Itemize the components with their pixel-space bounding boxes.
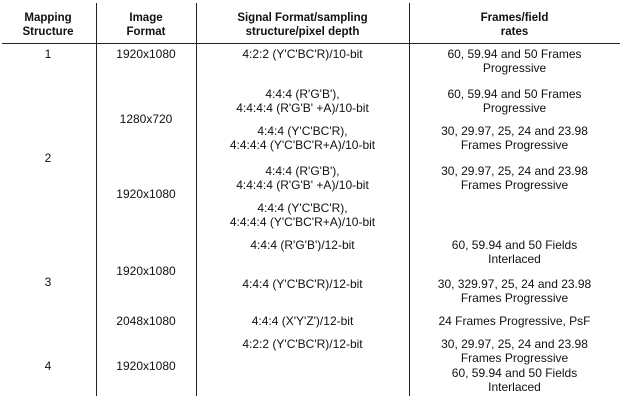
mapping-structure-cell: 3 <box>44 275 52 289</box>
signal-format-cell <box>196 47 409 61</box>
header-line: structure/pixel depth <box>245 26 360 38</box>
header-line: Format <box>126 26 166 38</box>
signal-format-cell <box>196 124 409 152</box>
frame-rate-line: Interlaced <box>488 252 541 266</box>
header-line: Image <box>129 12 163 24</box>
frame-rate-line: Progressive <box>482 61 547 75</box>
header-line: Frames/field <box>480 12 549 24</box>
frame-rate-cell <box>409 87 620 115</box>
frame-rate-line: Frames Progressive <box>460 178 569 192</box>
image-format-cell: 1920x1080 <box>116 264 176 278</box>
frame-rate-cell <box>409 47 620 75</box>
image-format-cell: 1920x1080 <box>116 359 176 373</box>
signal-format-line: 4:2:2 (Y'C'BC'R)/10-bit <box>242 47 363 61</box>
frame-rate-cell <box>409 164 620 192</box>
signal-format-cell <box>196 314 409 328</box>
signal-format-line: 4:4:4 (R'G'B'), <box>265 164 340 178</box>
header-line: Signal Format/sampling <box>237 12 368 24</box>
header-divider <box>2 43 620 44</box>
signal-format-cell <box>196 87 409 115</box>
signal-format-cell <box>196 164 409 192</box>
frame-rate-line: 60, 59.94 and 50 Frames <box>447 87 582 101</box>
signal-format-cell <box>196 238 409 252</box>
mapping-structure-cell: 4 <box>44 359 52 373</box>
frame-rate-cell <box>409 314 620 328</box>
frame-rate-cell <box>409 238 620 266</box>
signal-format-line: 4:4:4:4 (Y'C'BC'R+A)/10-bit <box>229 138 376 152</box>
frame-rate-line: Interlaced <box>488 380 541 394</box>
signal-format-line: 4:4:4:4 (R'G'B' +A)/10-bit <box>236 178 369 192</box>
header-signal-format <box>196 11 409 39</box>
image-format-cell: 1920x1080 <box>116 47 176 61</box>
header-frame-rates <box>409 11 620 39</box>
frame-rate-line: 30, 29.97, 25, 24 and 23.98 <box>441 164 588 178</box>
image-format-cell: 1280x720 <box>119 112 173 126</box>
signal-format-line: 4:4:4 (X'Y'Z')/12-bit <box>251 314 354 328</box>
mapping-structure-cell: 1 <box>44 47 52 61</box>
signal-format-line: 4:4:4:4 (R'G'B' +A)/10-bit <box>236 101 369 115</box>
frame-rate-line: Frames Progressive <box>460 351 569 365</box>
frame-rate-line: 30, 29.97, 25, 24 and 23.98 <box>441 124 588 138</box>
frame-rate-line: Progressive <box>482 101 547 115</box>
signal-format-cell <box>196 201 409 229</box>
header-line: Mapping <box>24 12 72 24</box>
image-format-cell: 1920x1080 <box>116 187 176 201</box>
frame-rate-line: 60, 59.94 and 50 Frames <box>447 47 582 61</box>
frame-rate-line: 60, 59.94 and 50 Fields <box>451 238 578 252</box>
signal-format-line: 4:4:4 (Y'C'BC'R), <box>257 124 348 138</box>
header-line: rates <box>500 26 529 38</box>
image-format-cell: 2048x1080 <box>116 314 176 328</box>
frame-rate-cell <box>409 277 620 305</box>
signal-format-cell <box>196 277 409 291</box>
signal-format-line: 4:4:4 (Y'C'BC'R), <box>257 201 348 215</box>
header-image-format <box>96 11 196 39</box>
frame-rate-cell <box>409 366 620 394</box>
signal-format-line: 4:4:4 (R'G'B')/12-bit <box>250 238 355 252</box>
signal-format-line: 4:2:2 (Y'C'BC'R)/12-bit <box>242 337 363 351</box>
frame-rate-line: 30, 329.97, 25, 24 and 23.98 <box>437 277 592 291</box>
header-mapping-structure <box>0 11 96 39</box>
frame-rate-line: 30, 29.97, 25, 24 and 23.98 <box>441 337 588 351</box>
frame-rate-cell <box>409 337 620 365</box>
signal-format-cell <box>196 337 409 351</box>
frame-rate-line: Frames Progressive <box>460 291 569 305</box>
frame-rate-cell <box>409 124 620 152</box>
signal-format-line: 4:4:4 (R'G'B'), <box>265 87 340 101</box>
header-line: Structure <box>22 26 74 38</box>
frame-rate-line: 24 Frames Progressive, PsF <box>438 314 591 328</box>
frame-rate-line: 60, 59.94 and 50 Fields <box>451 366 578 380</box>
frame-rate-line: Frames Progressive <box>460 138 569 152</box>
mapping-structure-cell: 2 <box>44 151 52 165</box>
signal-format-line: 4:4:4:4 (Y'C'BC'R+A)/10-bit <box>229 215 376 229</box>
signal-format-line: 4:4:4 (Y'C'BC'R)/12-bit <box>242 277 363 291</box>
